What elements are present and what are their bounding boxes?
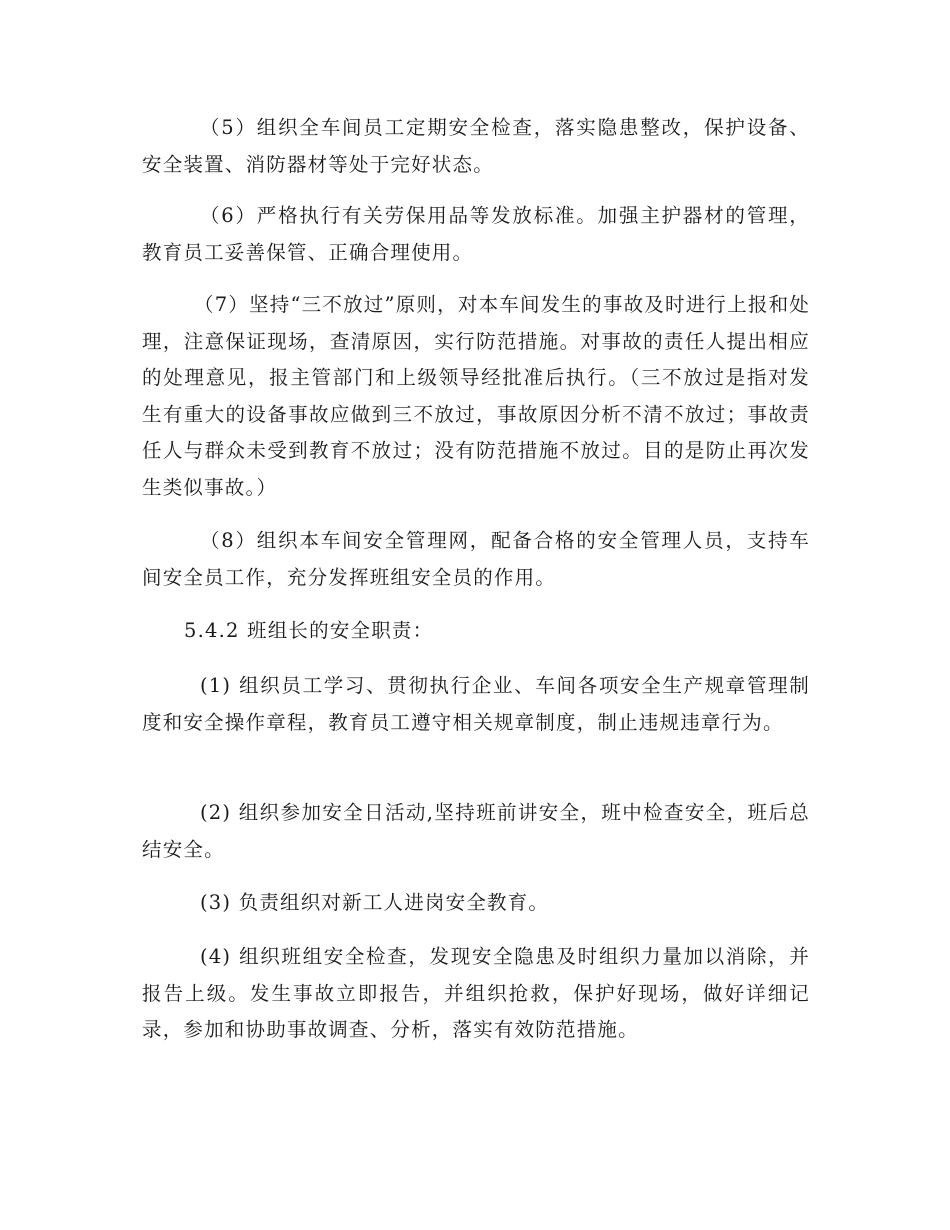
paragraph-7: （7）坚持“三不放过”原则，对本车间发生的事故及时进行上报和处理，注意保证现场，查清原因，实行防范措施。对事故的责任人提出相应的处理意见，报主管部门和上级领导经批准后执行。（三不放过是指对发生有重大的设备事故应做到三不放过，事故原因分析不清不放过；事故责任人与群众未受到教育不放过；没有防范措施不放过。目的是防止再次发生类似事故。） bbox=[142, 293, 810, 499]
paragraph-5: （5）组织全车间员工定期安全检查，落实隐患整改，保护设备、安全装置、消防器材等处于完好状态。 bbox=[142, 116, 810, 176]
team-leader-duty-2: (2) 组织参加安全日活动,坚持班前讲安全，班中检查安全，班后总结安全。 bbox=[142, 801, 810, 861]
team-leader-duty-1: (1) 组织员工学习、贯彻执行企业、车间各项安全生产规章管理制度和安全操作章程，教育员工遵守相关规章制度，制止违规违章行为。 bbox=[142, 674, 810, 734]
section-heading-5-4-2: 5.4.2 班组长的安全职责： bbox=[184, 619, 434, 642]
paragraph-6: （6）严格执行有关劳保用品等发放标准。加强主护器材的管理，教育员工妥善保管、正确合理使用。 bbox=[142, 204, 810, 264]
team-leader-duty-4: (4) 组织班组安全检查，发现安全隐患及时组织力量加以消除，并报告上级。发生事故立即报告，并组织抢救，保护好现场，做好详细记录，参加和协助事故调查、分析，落实有效防范措施。 bbox=[142, 945, 810, 1041]
paragraph-8: （8）组织本车间安全管理网，配备合格的安全管理人员，支持车间安全员工作，充分发挥班组安全员的作用。 bbox=[142, 529, 810, 589]
team-leader-duty-3: (3) 负责组织对新工人进岗安全教育。 bbox=[200, 891, 550, 914]
